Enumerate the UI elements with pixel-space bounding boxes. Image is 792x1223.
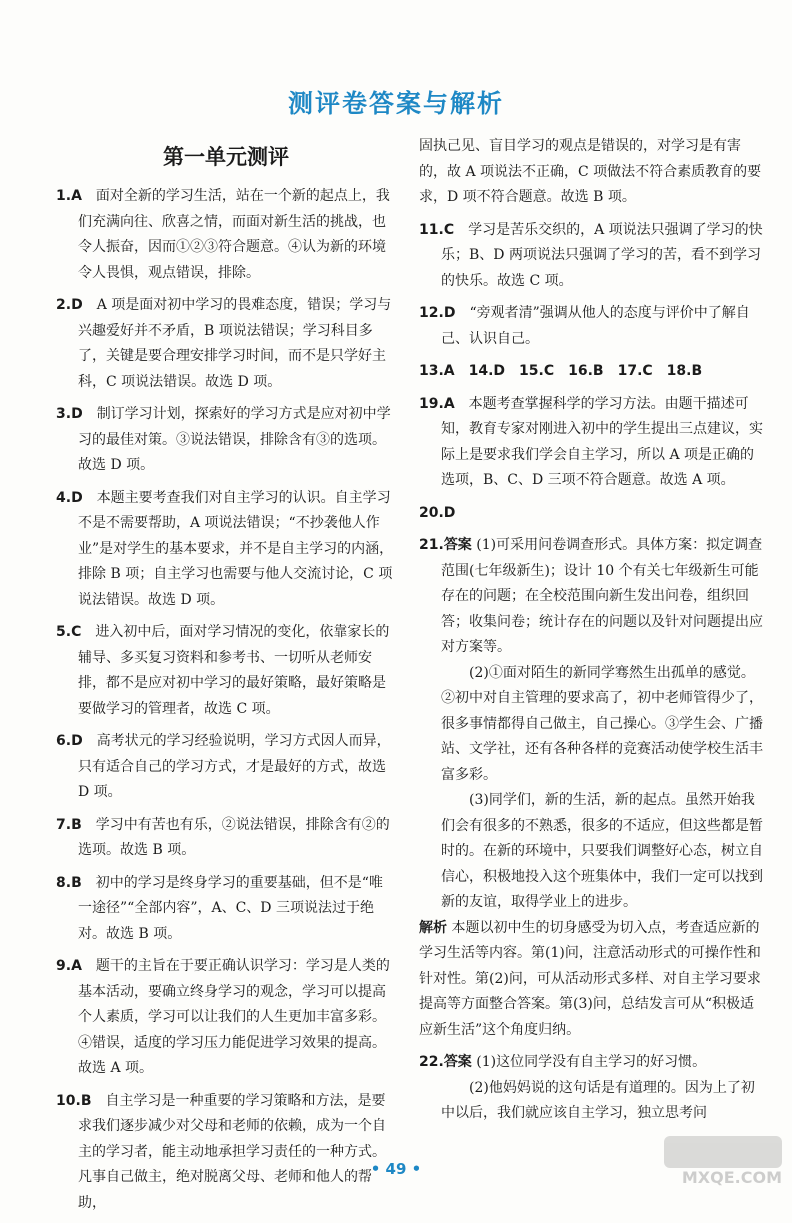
answer-item-text bbox=[56, 871, 396, 948]
item-number: 8. bbox=[56, 874, 72, 891]
item-line: 我们充满向往、欣喜之情，而面对新生活的挑战，也令人振奋，因而①②③符合题意。④认为新的环境令人畏惧，观点错误，排除。 bbox=[78, 188, 390, 281]
item-number: 10. bbox=[56, 1092, 81, 1109]
item-number: 7. bbox=[56, 816, 72, 833]
item-21-analysis bbox=[419, 916, 763, 1044]
item-20-text: 20.D bbox=[419, 504, 456, 521]
answer-item-text bbox=[56, 954, 396, 1082]
item-21-first bbox=[419, 533, 763, 661]
answer-item bbox=[56, 486, 396, 614]
answer-item-text bbox=[56, 1089, 396, 1217]
item-line: “旁观者清”强调从他人的态度与评价中了解 bbox=[469, 305, 736, 321]
item-answer-letter: B bbox=[80, 1092, 92, 1109]
answer-item-text bbox=[419, 301, 763, 352]
watermark-text: MXQE.COM bbox=[681, 1168, 782, 1187]
item-answer-letter: C bbox=[71, 624, 82, 640]
item-answer-letter: C bbox=[443, 221, 455, 238]
item-20 bbox=[419, 501, 763, 527]
answer-item-text bbox=[419, 392, 763, 494]
item-line: 只有适合自己的学习方式，才是最好的方式，故选 D 项。 bbox=[78, 758, 386, 800]
answer-item bbox=[56, 293, 396, 395]
item-number: 11. bbox=[419, 221, 444, 238]
item-line: 一途径”“全部内容”，A、C、D 三项说法过于绝对。故选 B 项。 bbox=[78, 900, 374, 942]
item-line: 制订学习计划，探索好的学习方式是应对初中 bbox=[96, 406, 377, 422]
answer-item bbox=[56, 620, 396, 722]
item-21-p1: (1)可采用问卷调查形式。具体方案：拟定调查范围(七年级新生)；设计 10 个有关七年级新生可能存在的问题；在全校范围向新生发出问卷，组织回答；收集问卷；统计存在的问题以及针对问题提出应对方案等。 bbox=[441, 537, 763, 655]
item-answer-letter: D bbox=[443, 305, 456, 321]
item-19 bbox=[419, 392, 763, 494]
item-line: 的基本活动，要确立终身学习的观念，学习可以提高个人素质，学习可以让我们的人生更加丰富多彩。④错误，适度的学习压力能促进学习效果的提高。故选 A 项。 bbox=[78, 958, 390, 1076]
item-number: 12. bbox=[419, 305, 444, 321]
left-items bbox=[56, 184, 396, 1216]
watermark-logo-icon bbox=[664, 1136, 782, 1168]
answer-item-text bbox=[56, 813, 396, 864]
item-line: 学习中有苦也有乐，②说法错误，排除含有②的 bbox=[95, 816, 390, 833]
item-22-p2: (2)他妈妈说的这句话是有道理的。因为上了初中以后，我们就应该自主学习，独立思考问 bbox=[441, 1079, 755, 1121]
item-22-p1: (1)这位同学没有自主学习的好习惯。 bbox=[476, 1054, 707, 1070]
answer-item bbox=[56, 184, 396, 286]
item-13-18 bbox=[419, 359, 763, 385]
item-line: 可知，教育专家对刚进入初中的学生提出三点建议，实际上是要求我们学会自主学习，所以 A 项是正确的选项，B、C、D 三项不符合题意。故选 A 项。 bbox=[441, 395, 763, 488]
item-number: 1. bbox=[56, 188, 72, 204]
right-column bbox=[419, 134, 763, 1134]
item-answer-letter: A bbox=[443, 395, 455, 412]
item-line: 自主学习是一种重要的学习策略和方法，是要 bbox=[105, 1092, 386, 1109]
item-line: 兴趣爱好并不矛盾，B 项说法错误；学习科目多了，关键是要合理安排学习时间，而不是只学好主科，C 项说法错误。故选 D 项。 bbox=[78, 322, 386, 390]
item-21-p3: (3)同学们，新的生活，新的起点。虽然开始我们会有很多的不熟悉，很多的不适应，但这些都是暂时的。在新的环境中，只要我们调整好心态，树立自信心，积极地投入这个班集体中，我们一定可以找到新的友谊，取得学业上的进步。 bbox=[441, 792, 763, 910]
answer-item bbox=[419, 392, 763, 494]
answer-item bbox=[56, 813, 396, 864]
page-title: 测评卷答案与解析 bbox=[287, 89, 504, 118]
item-line: 习不是不需要帮助，A 项说法错误；“不抄袭他人作业”是对学生的基本要求，并不是自主学习的内涵，排除 B 项；自主学习也需要与他人交流讨论，C 项说法错误。故选 D 项。 bbox=[78, 489, 394, 608]
item-10-continuation: 固执己见、盲目学习的观点是错误的，对学习是有害的，故 A 项说法不正确，C 项做法不符合素质教育的要求，D 项不符合题意。故选 B 项。 bbox=[419, 138, 762, 205]
item-answer-letter: A bbox=[71, 958, 82, 974]
item-21-p2: (2)①面对陌生的新同学骞然生出孤单的感觉。②初中对自主管理的要求高了，初中老师管得少了，很多事情都得自己做主，自己操心。③学生会、广播站、文学社，还有各种各样的竞赛活动使学校生活丰富多彩。 bbox=[441, 664, 763, 783]
item-line: 学习的最佳对策。③说法错误，排除含有③的选项。故选 D 项。 bbox=[78, 406, 391, 473]
item-number: 2. bbox=[56, 297, 72, 313]
item-number: 5. bbox=[56, 624, 72, 640]
item-line: 面对全新的学习生活，站在一个新的起点上， bbox=[95, 188, 376, 204]
item-number: 6. bbox=[56, 733, 72, 749]
item-answer-letter: A bbox=[71, 188, 82, 204]
unit-title: 第一单元测评 bbox=[163, 145, 289, 169]
page-number: • 49 • bbox=[370, 1160, 422, 1178]
left-column bbox=[56, 134, 396, 1223]
item-line: 自己、认识自己。 bbox=[441, 305, 750, 347]
item-answer-letter: B bbox=[71, 874, 82, 891]
item-21-analysis-label: 解析 bbox=[419, 919, 447, 936]
item-line: 进入初中后，面对学习情况的变化，依靠家长的 bbox=[95, 624, 390, 640]
item-number: 4. bbox=[56, 489, 72, 506]
item-22-answer-label: 答案 bbox=[443, 1054, 472, 1070]
item-answer-letter: D bbox=[71, 297, 83, 313]
item-line: 辅导、多买复习资料和参考书、一切听从老师安排，都不是应对初中学习的最好策略，最好策略是要做学习的管理者，故选 C 项。 bbox=[78, 649, 386, 717]
item-answer-letter: D bbox=[71, 489, 83, 506]
item-line: 高考状元的学习经验说明，学习方式因人而异， bbox=[96, 733, 391, 749]
right-items bbox=[419, 218, 763, 353]
answer-item bbox=[419, 301, 763, 352]
item-number: 3. bbox=[56, 406, 72, 422]
item-line: 求我们逐步减少对父母和老师的依赖，成为一个自主的学习者，能主动地承担学习责任的一种方式。凡事自己做主，绝对脱离父母、老师和他人的帮助， bbox=[78, 1118, 386, 1211]
item-21-answer-label: 答案 bbox=[443, 537, 472, 553]
answer-item-text bbox=[419, 218, 763, 295]
item-22-num: 22. bbox=[419, 1054, 444, 1070]
answer-item bbox=[56, 954, 396, 1082]
item-answer-letter: D bbox=[71, 733, 83, 749]
item-line: 题干的主旨在于要正确认识学习：学习是人类 bbox=[95, 958, 376, 974]
item-answer-letter: B bbox=[71, 816, 82, 833]
answer-item-text bbox=[56, 402, 396, 479]
answer-item-text bbox=[56, 729, 396, 806]
item-21 bbox=[419, 533, 763, 1043]
item-line: 选项。故选 B 项。 bbox=[78, 842, 196, 858]
answer-item-text bbox=[56, 293, 396, 395]
item-number: 9. bbox=[56, 958, 72, 974]
item-answer-letter: D bbox=[71, 406, 83, 422]
item-22 bbox=[419, 1050, 763, 1127]
item-21-analysis-text: 本题以初中生的切身感受为切入点，考查适应新的学习生活等内容。第(1)问，注意活动形式的可操作性和针对性。第(2)问，可从活动形式多样、对自主学习要求提高等方面整合答案。第(3)问，总结发言可从“积极适应新生活”这个角度归纳。 bbox=[419, 919, 761, 1038]
answer-item bbox=[56, 729, 396, 806]
answer-item-text bbox=[56, 486, 396, 614]
item-line: A 项是面对初中学习的畏难态度，错误；学习与 bbox=[96, 297, 392, 313]
item-line: 本题主要考查我们对自主学习的认识。自主学 bbox=[96, 489, 377, 506]
answer-item bbox=[56, 1089, 396, 1217]
answer-item bbox=[56, 871, 396, 948]
answer-item bbox=[56, 402, 396, 479]
item-line: 学习是苦乐交织的，A 项说法只强调了学习的 bbox=[468, 221, 749, 238]
item-21-num: 21. bbox=[419, 537, 444, 553]
item-line: 快乐；B、D 两项说法只强调了学习的苦，看不到学习的快乐。故选 C 项。 bbox=[441, 221, 763, 289]
answer-item-text bbox=[56, 620, 396, 722]
item-13-18-text: 13.A 14.D 15.C 16.B 17.C 18.B bbox=[419, 363, 703, 379]
answer-item bbox=[419, 218, 763, 295]
item-number: 19. bbox=[419, 395, 444, 412]
item-22-first bbox=[419, 1050, 763, 1076]
item-line: 本题考查掌握科学的学习方法。由题干描述 bbox=[468, 395, 735, 412]
watermark bbox=[664, 1136, 782, 1192]
answer-item-text bbox=[56, 184, 396, 286]
item-line: 初中的学习是终身学习的重要基础，但不是“唯 bbox=[95, 874, 383, 891]
